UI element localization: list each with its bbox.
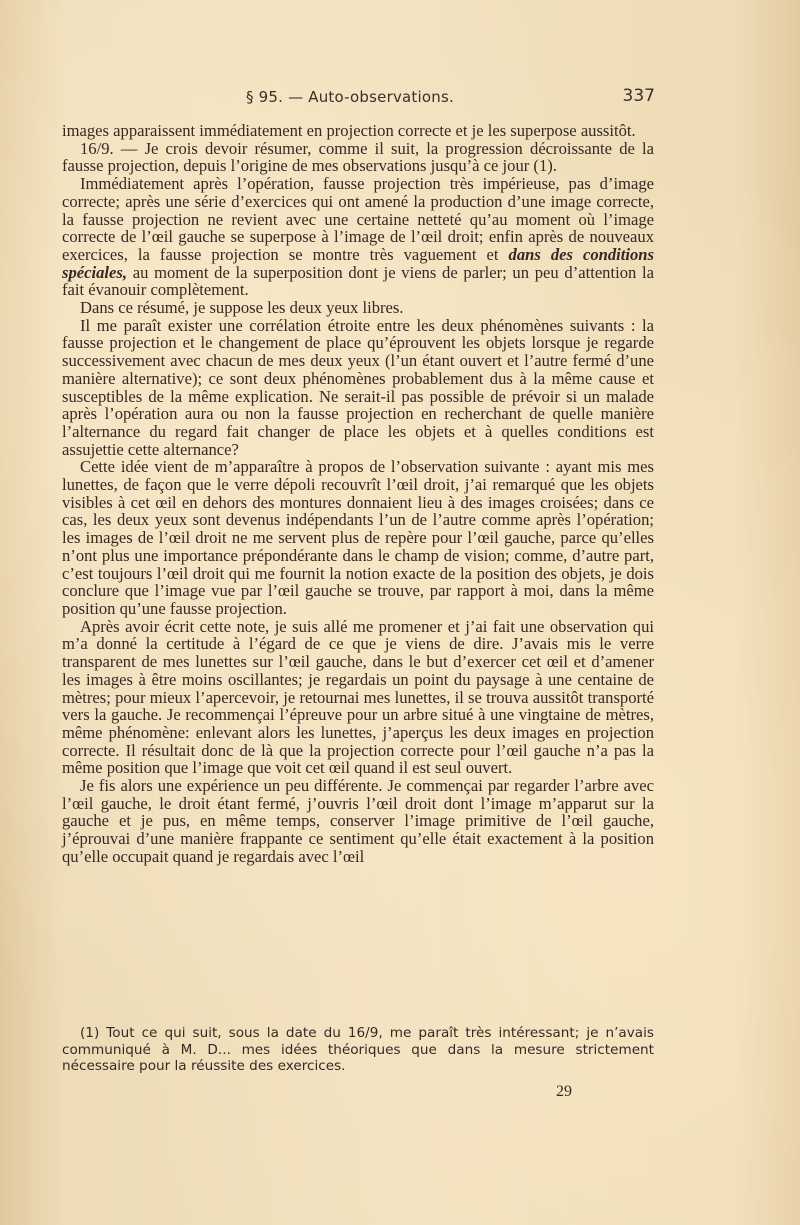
- page-header: [60, 86, 655, 110]
- signature-mark: 29: [556, 1083, 572, 1100]
- summary-text-start: Immédiatement après l’opération, fausse projection très impérieuse, pas d’image correcte; après une série d’exercices qui ont amené la production d’une image correcte, la fausse projection ne revient avec une certaine netteté qu’au moment où l’image correcte de l’œil gauche se superpose à l’image de l’œil droit; enfin après de nouveaux exercices, la fausse projection se montre très vaguement et: [62, 174, 654, 264]
- body-text: [62, 122, 654, 866]
- paragraph-walk: Après avoir écrit cette note, je suis allé me promener et j’ai fait une observation qui m’a donné la certitude à l’égard de ce que je viens de dire. J’avais mis le verre transparent de mes lunettes sur l’œil gauche, dans le but d’exercer cet œil et d’amener les images à être moins oscillantes; je regardais un point du paysage à une centaine de mètres; pour mieux l’apercevoir, je retournai mes lunettes, il se trouva aussitôt transporté vers la gauche. Je recommençai l’épreuve pour un arbre situé à une vingtaine de mètres, même phénomène: enlevant alors les lunettes, j’aperçus les deux images en projection correcte. Il résultait donc de là que la projection correcte pour l’œil gauche n’a pas la même position que l’image que voit cet œil quand il est seul ouvert.: [62, 616, 654, 778]
- paragraph-assumption: Dans ce résumé, je suppose les deux yeux libres.: [80, 298, 404, 318]
- paragraph-summary: [62, 175, 654, 299]
- footnote: (1) Tout ce qui suit, sous la date du 16/9, me paraît très intéressant; je n’avais communiqué à M. D... mes idées théoriques que dans la mesure strictement nécessaire pour la réussite des exercices.: [62, 1025, 654, 1074]
- paragraph-correlation: Il me paraît exister une corrélation étroite entre les deux phénomènes suivants : la fausse projection et le changement de place qu’éprouvent les objets lorsque je regarde successivement avec chacun de mes deux yeux (l’un étant ouvert et l’autre fermé d’une manière alternative); ce sont deux phénomènes probablement dus à la même cause et susceptibles de la même explication. Ne serait-il pas possible de prévoir si un malade après l’opération aura ou non la fausse projection en recherchant de quelle manière l’alternance du regard fait changer de place les objets et à quelles conditions est assujettie cette alternance?: [62, 315, 654, 459]
- summary-text-end: au moment de la superposition dont je viens de parler; un peu d’attention la fait évanouir complètement.: [62, 262, 654, 300]
- paragraph-continuation: images apparaissent immédiatement en projection correcte et je les superpose aussitôt.: [62, 121, 636, 140]
- running-head: § 95. — Auto-observations.: [246, 88, 454, 106]
- paragraph-observation: Cette idée vient de m’apparaître à propos de l’observation suivante : ayant mis mes lunettes, de façon que le verre dépoli recouvrît l’œil droit, j’ai remarqué que les objets visibles à cet œil en dehors des montures donnaient lieu à des images croisées; dans ce cas, les deux yeux sont devenus indépendants l’un de l’autre comme après l’opération; les images de l’œil droit ne me servent plus de repère pour l’œil gauche, parce qu’elles n’ont plus une importance prépondérante dans le champ de vision; comme, d’autre part, c’est toujours l’œil droit qui me fournit la notion exacte de la position des objets, je dois conclure que l’image vue par l’œil gauche se trouve, par rapport à moi, dans la même position qu’une fausse projection.: [62, 457, 654, 618]
- paragraph-dated-entry: 16/9. — Je crois devoir résumer, comme il suit, la progression décroissante de la fausse projection, depuis l’origine de mes observations jusqu’à ce jour (1).: [62, 138, 654, 176]
- paragraph-experiment: Je fis alors une expérience un peu différente. Je commençai par regarder l’arbre avec l’œil gauche, le droit étant fermé, j’ouvris l’œil droit dont l’image m’apparut sur la gauche et je pus, en même temps, conserver l’image primitive de l’œil gauche, j’éprouvai d’une manière frappante ce sentiment qu’elle était exactement à la position qu’elle occupait quand je regardais avec l’œil: [62, 776, 654, 866]
- emphasis-special-conditions: dans des conditions spéciales,: [62, 244, 654, 282]
- page-number: 337: [622, 86, 655, 106]
